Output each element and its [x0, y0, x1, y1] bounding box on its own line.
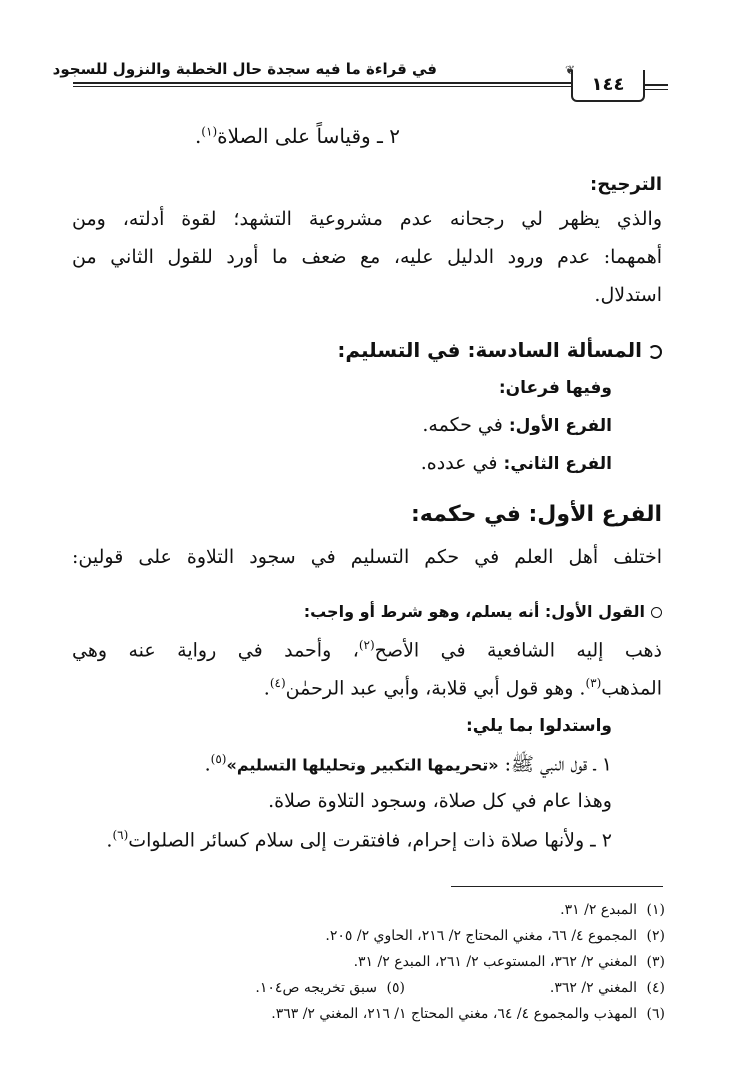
footnote: (٢)المجموع ٤/ ٦٦، مغني المحتاج ٢/ ٢١٦، الحاوي ٢/ ٢٠٥.: [325, 928, 665, 944]
footnote-ref: (٢): [358, 638, 375, 652]
footnote: (٦)المهذب والمجموع ٤/ ٦٤، مغني المحتاج ١/ ٢١٦، المغني ٢/ ٣٦٣.: [271, 1006, 665, 1022]
sub-heading: واستدلوا بما يلي:: [465, 716, 612, 736]
paragraph-line: أهمهما: عدم ورود الدليل عليه، مع ضعف ما أورد للقول الثاني من: [72, 246, 662, 268]
footnote-ref: (٥): [210, 752, 227, 766]
branch-heading: الفرع الأول: في حكمه:: [410, 502, 662, 527]
sub-heading: وفيها فرعان:: [498, 378, 612, 398]
header-rule: [643, 89, 668, 90]
section-heading: الترجيح:: [590, 174, 662, 195]
paragraph-line: المذهب$^{(٣)}$. وهو قول أبي قلابة، وأبي عبد الرحمٰن$^{(٤)}$.: [263, 676, 662, 700]
paragraph-line: والذي يظهر لي رجحانه عدم مشروعية التشهد؛ لقوة أدلته، ومن: [72, 208, 662, 230]
footnote-ref: (٣): [585, 676, 602, 690]
header-rule: [73, 86, 571, 87]
footnote-ref: (٦): [112, 828, 129, 842]
paragraph-line: اختلف أهل العلم في حكم التسليم في سجود التلاوة على قولين:: [72, 546, 662, 568]
footnote: (١)المبدع ٢/ ٣١.: [560, 902, 665, 918]
footnote: (٤)المغني ٢/ ٣٦٢.: [549, 980, 665, 996]
page-number: ١٤٤: [571, 70, 645, 102]
branch-line: الفرع الأول: في حكمه.: [422, 414, 612, 436]
footnote: (٣)المغني ٢/ ٣٦٢، المستوعب ٢/ ٢٦١، المبدع ٢/ ٣١.: [353, 954, 665, 970]
evidence-line: ١ ـ قول النبي ﷺ: «تحريمها التكبير وتحليلها التسليم»$^{(٥)}$.: [204, 752, 612, 776]
footnote-separator: [451, 886, 663, 887]
ornament-icon: ❦: [565, 63, 576, 77]
footnote-ref: (٤): [269, 676, 286, 690]
paragraph-line: استدلال.: [594, 284, 662, 306]
evidence-line: وهذا عام في كل صلاة، وسجود التلاوة صلاة.: [268, 790, 612, 812]
opinion-heading: القول الأول: أنه يسلم، وهو شرط أو واجب:: [304, 602, 662, 621]
footnote: (٥)سبق تخريجه ص١٠٤.: [255, 980, 405, 996]
running-header-title: في قراءة ما فيه سجدة حال الخطبة والنزول للسجود: [52, 60, 437, 78]
evidence-line: ٢ ـ ولأنها صلاة ذات إحرام، فافتقرت إلى سلام كسائر الصلوات$^{(٦)}$.: [106, 828, 612, 852]
paragraph-line: ذهب إليه الشافعية في الأصح$^{(٢)}$، وأحمد في رواية عنه وهي: [72, 638, 662, 662]
mas-heading: المسألة السادسة: في التسليم:: [337, 338, 662, 362]
body-line: ٢ ـ وقياساً على الصلاة$^{(١)}$.: [194, 124, 400, 148]
branch-line: الفرع الثاني: في عدده.: [420, 452, 612, 474]
bullet-icon: [651, 607, 662, 618]
footnote-ref: (١): [201, 124, 218, 139]
header-rule: [643, 84, 668, 86]
header-rule: [73, 82, 571, 84]
bullet-icon: [648, 345, 662, 359]
